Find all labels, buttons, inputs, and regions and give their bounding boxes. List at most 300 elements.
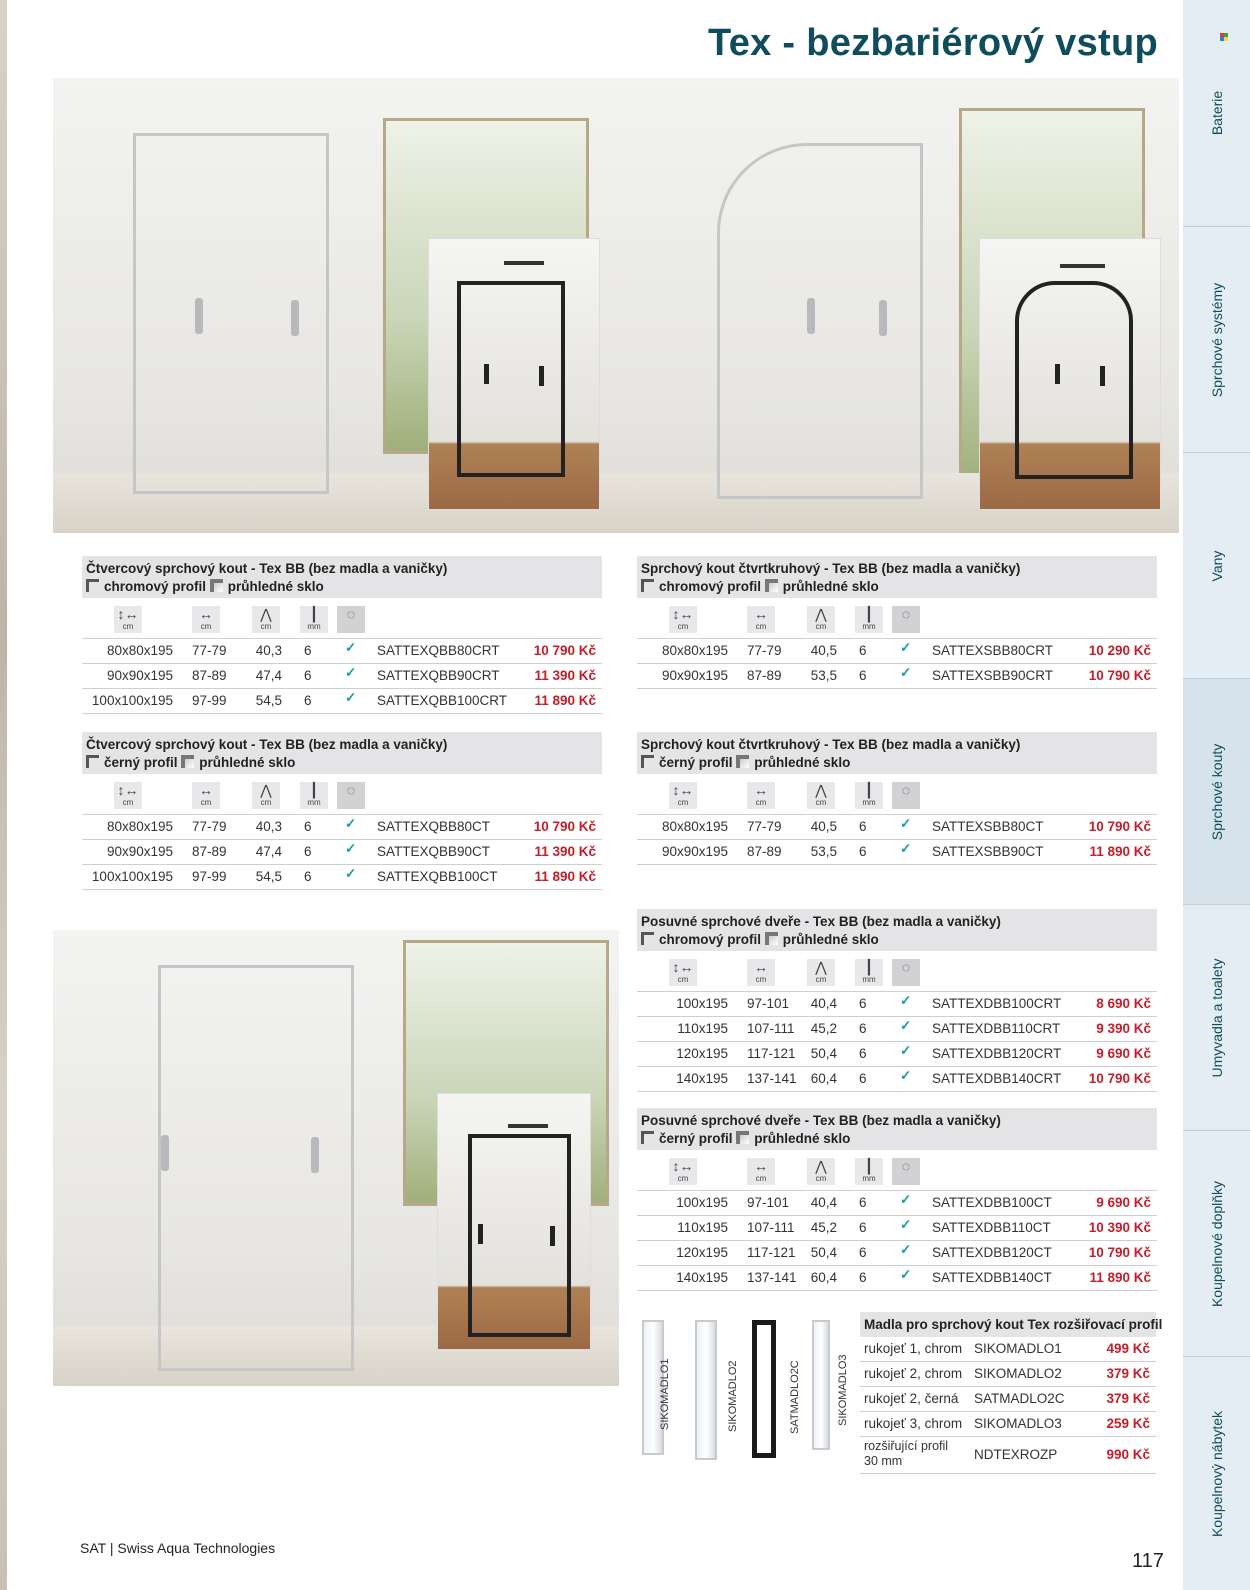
cell-glass: 6 [304,668,312,683]
icon-unit: cm [677,798,689,807]
cell-entry: 54,5 [255,869,282,884]
cell-glass: 6 [859,668,867,683]
cell-price: 11 890 Kč [1089,1270,1151,1285]
cell-adjustment: 87-89 [747,668,782,683]
cell-glass: 6 [859,819,867,834]
cell-price: 259 Kč [1106,1416,1150,1431]
cell-price: 379 Kč [1106,1366,1150,1381]
easy-clean-icon: ◌ [337,782,365,809]
icon-unit: mm [862,975,876,984]
black-handle-image [484,364,489,384]
black-handle-image [1055,364,1060,384]
table-row [637,664,1157,689]
table-row [860,1412,1156,1437]
product-photo-square [53,78,619,533]
cell-check-icon: ✓ [900,1068,912,1083]
cell-price: 11 890 Kč [534,869,596,884]
entry-icon: ⋀ cm [807,959,835,986]
cell-price: 11 890 Kč [1089,844,1151,859]
cell-adjustment: 77-79 [192,643,227,658]
cell-check-icon: ✓ [900,1018,912,1033]
cell-price: 990 Kč [1106,1447,1150,1462]
adjustment-icon: ↔ cm [192,606,220,633]
profile-swatch-icon [86,755,99,768]
icon-row [637,774,1157,815]
glass-thickness-icon: ┃ mm [300,782,328,809]
cell-price: 10 790 Kč [533,819,596,834]
sidebar-item-koupelnove-doplnky[interactable] [1183,1130,1250,1356]
cell-entry: 45,2 [810,1021,837,1036]
adjustment-icon: ↔ cm [747,606,775,633]
cell-entry: 53,5 [810,668,837,683]
icon-unit: cm [122,798,134,807]
sidebar-item-sprchove-kouty[interactable] [1183,678,1250,904]
adjustment-icon: ↔ cm [747,1158,775,1185]
cell-code: SIKOMADLO3 [974,1416,1062,1431]
icon-row [82,598,602,639]
profile-swatch-icon [641,755,654,768]
table-row [860,1387,1156,1412]
cell-dimensions: 90x90x195 [661,844,728,859]
black-frame-image [468,1134,571,1337]
cell-price: 8 690 Kč [1096,996,1151,1011]
sidebar-item-label: Koupelnové doplňky [1208,1180,1225,1307]
table-row [82,689,602,714]
product-table [637,556,1157,689]
table-row [860,1362,1156,1387]
width-icon: ↕↔ cm [669,1158,697,1185]
handle-label: SIKOMADLO2 [727,1360,739,1432]
cell-entry: 47,4 [255,844,282,859]
cell-adjustment: 97-99 [192,693,227,708]
table-row [637,815,1157,840]
cell-dimensions: 140x195 [676,1270,728,1285]
width-icon: ↕↔ cm [669,959,697,986]
brand-logo-icon [1220,33,1228,41]
icon-unit: cm [815,622,827,631]
entry-icon: ⋀ cm [252,606,280,633]
cell-code: SATTEXQBB100CT [377,869,498,884]
glass-label: průhledné sklo [782,932,879,947]
cell-code: SATTEXQBB90CRT [377,668,500,683]
width-icon: ↕↔ cm [669,606,697,633]
table-header [637,732,1157,774]
icon-unit: cm [815,798,827,807]
table-title: Posuvné sprchové dveře - Tex BB (bez madla a vaničky) [641,1113,1001,1128]
table-title: Posuvné sprchové dveře - Tex BB (bez madla a vaničky) [641,914,1001,929]
cell-code: SATTEXDBB100CRT [932,996,1062,1011]
profile-label: černý profil [104,755,178,770]
cell-price: 499 Kč [1106,1341,1150,1356]
cell-entry: 45,2 [810,1220,837,1235]
cell-entry: 40,4 [810,996,837,1011]
icon-unit: cm [677,1174,689,1183]
cell-entry: 40,3 [255,819,282,834]
icon-unit: mm [862,1174,876,1183]
profile-label: chromový profil [659,932,762,947]
icon-unit: cm [200,622,212,631]
door-handle-image [161,1135,169,1171]
black-handle-image [478,1224,483,1244]
cell-entry: 60,4 [810,1270,837,1285]
cell-adjustment: 97-99 [192,869,227,884]
cell-desc: rozšiřující profil 30 mm [864,1439,949,1468]
cell-dimensions: 90x90x195 [106,844,173,859]
adjustment-icon: ↔ cm [747,782,775,809]
cell-glass: 6 [859,1046,867,1061]
cell-check-icon: ✓ [900,816,912,831]
product-photo-quadrant [619,78,1179,533]
width-icon: ↕↔ cm [114,782,142,809]
handle-label: SIKOMADLO3 [837,1354,849,1426]
icon-unit: cm [677,975,689,984]
cell-entry: 40,3 [255,643,282,658]
sidebar-item-umyvadla[interactable] [1183,904,1250,1130]
cell-dimensions: 80x80x195 [106,643,173,658]
table-row [637,639,1157,664]
footer-brand: SAT | Swiss Aqua Technologies [80,1540,276,1556]
cell-adjustment: 97-101 [747,996,790,1011]
left-edge-strip [0,0,7,1590]
cell-check-icon: ✓ [345,866,357,881]
table-header [82,732,602,774]
icon-unit: cm [755,1174,767,1183]
black-handle-image [1100,366,1105,386]
easy-clean-icon: ◌ [337,606,365,633]
table-subtitle [641,579,1153,594]
cell-price: 9 690 Kč [1096,1046,1151,1061]
table-title: Čtvercový sprchový kout - Tex BB (bez madla a vaničky) [86,737,448,752]
table-header [637,556,1157,598]
cell-dimensions: 120x195 [676,1245,728,1260]
product-table [82,556,602,714]
cell-adjustment: 77-79 [192,819,227,834]
door-handle-image [195,298,203,334]
black-handle-image [550,1226,555,1246]
cell-entry: 40,4 [810,1195,837,1210]
cell-entry: 50,4 [810,1245,837,1260]
table-row [82,840,602,865]
profile-label: černý profil [659,755,733,770]
black-handle-image [539,366,544,386]
table-subtitle [641,755,1153,770]
cell-code: NDTEXROZP [974,1447,1058,1462]
table-row [637,1241,1157,1266]
glass-swatch-icon [210,579,223,592]
cell-code: SATTEXDBB120CT [932,1245,1052,1260]
product-table [82,732,602,890]
cell-price: 10 790 Kč [1088,1245,1151,1260]
adjustment-icon: ↔ cm [192,782,220,809]
icon-unit: mm [307,622,321,631]
cell-price: 10 290 Kč [1088,643,1151,658]
cell-entry: 47,4 [255,668,282,683]
product-photo-sliding-door [53,930,619,1386]
sidebar-item-koupelnovy-nabytek[interactable] [1183,1356,1250,1590]
cell-check-icon: ✓ [900,1217,912,1232]
cell-code: SATTEXDBB140CT [932,1270,1052,1285]
cell-price: 10 790 Kč [1088,668,1151,683]
cell-dimensions: 80x80x195 [661,819,728,834]
cell-price: 11 890 Kč [534,693,596,708]
icon-unit: mm [862,622,876,631]
cell-code: SATTEXDBB140CRT [932,1071,1062,1086]
cell-adjustment: 137-141 [747,1071,797,1086]
table-title: Sprchový kout čtvrtkruhový - Tex BB (bez madla a vaničky) [641,561,1021,576]
table-row [82,639,602,664]
table-title: Sprchový kout čtvrtkruhový - Tex BB (bez madla a vaničky) [641,737,1021,752]
cell-code: SATTEXDBB120CRT [932,1046,1062,1061]
table-row [82,865,602,890]
table-row [637,992,1157,1017]
cell-price: 10 390 Kč [1088,1220,1151,1235]
product-table [637,909,1157,1092]
cell-code: SIKOMADLO2 [974,1366,1062,1381]
cell-price: 11 390 Kč [534,668,596,683]
table-row [637,1067,1157,1092]
easy-clean-icon: ◌ [892,1158,920,1185]
cell-code: SATTEXQBB80CT [377,819,491,834]
profile-label: chromový profil [104,579,207,594]
chrome-frame-image [133,133,329,494]
cell-code: SATMADLO2C [974,1391,1065,1406]
cell-price: 11 390 Kč [534,844,596,859]
cell-dimensions: 90x90x195 [661,668,728,683]
cell-adjustment: 107-111 [747,1021,795,1036]
cell-adjustment: 87-89 [192,668,227,683]
profile-label: černý profil [659,1131,733,1146]
cell-dimensions: 140x195 [676,1071,728,1086]
cell-check-icon: ✓ [345,690,357,705]
sidebar-item-baterie[interactable] [1183,0,1250,226]
easy-clean-icon: ◌ [892,959,920,986]
cell-adjustment: 77-79 [747,819,782,834]
sidebar-item-sprchove-systemy[interactable] [1183,226,1250,452]
icon-row [637,598,1157,639]
icon-unit: cm [755,975,767,984]
table-row [637,840,1157,865]
cell-dimensions: 80x80x195 [661,643,728,658]
cell-code: SATTEXSBB80CRT [932,643,1054,658]
cell-dimensions: 120x195 [676,1046,728,1061]
sidebar-item-label: Sprchové kouty [1208,743,1225,840]
table-row [637,1266,1157,1291]
table-title: Čtvercový sprchový kout - Tex BB (bez madla a vaničky) [86,561,448,576]
cell-glass: 6 [859,643,867,658]
cell-code: SIKOMADLO1 [974,1341,1062,1356]
cell-check-icon: ✓ [900,665,912,680]
handle-label: SIKOMADLO1 [659,1358,671,1430]
product-table [637,1108,1157,1291]
adjustment-icon: ↔ cm [747,959,775,986]
door-handle-image [879,300,887,336]
cell-dimensions: 110x195 [677,1220,728,1235]
cell-dimensions: 100x100x195 [91,869,173,884]
cell-adjustment: 117-121 [747,1245,796,1260]
profile-swatch-icon [86,579,99,592]
cell-dimensions: 90x90x195 [106,668,173,683]
page-title: Tex - bezbariérový vstup [708,22,1158,64]
glass-thickness-icon: ┃ mm [855,606,883,633]
sidebar-item-label: Vany [1208,550,1225,581]
cell-adjustment: 97-101 [747,1195,790,1210]
product-table [637,732,1157,865]
cell-check-icon: ✓ [900,1043,912,1058]
cell-check-icon: ✓ [345,841,357,856]
width-icon: ↕↔ cm [669,782,697,809]
cell-glass: 6 [304,643,312,658]
cell-code: SATTEXSBB80CT [932,819,1044,834]
profile-swatch-icon [641,579,654,592]
glass-thickness-icon: ┃ mm [855,1158,883,1185]
cell-code: SATTEXSBB90CRT [932,668,1054,683]
cell-entry: 53,5 [810,844,837,859]
cell-glass: 6 [304,844,312,859]
glass-label: průhledné sklo [199,755,296,770]
cell-check-icon: ✓ [900,993,912,1008]
chrome-frame-image [158,965,354,1371]
icon-unit: cm [200,798,212,807]
table-subtitle [641,932,1153,947]
cell-adjustment: 87-89 [747,844,782,859]
icon-unit: cm [260,798,272,807]
icon-unit: cm [755,798,767,807]
entry-icon: ⋀ cm [807,782,835,809]
icon-row [637,951,1157,992]
cell-check-icon: ✓ [900,1267,912,1282]
page-number: 117 [1132,1550,1164,1572]
handle-black-image [752,1320,776,1458]
cell-dimensions: 80x80x195 [106,819,173,834]
cell-glass: 6 [859,1270,867,1285]
sidebar-item-label: Koupelnový nábytek [1208,1410,1225,1537]
icon-unit: cm [677,622,689,631]
glass-label: průhledné sklo [754,755,851,770]
cell-check-icon: ✓ [345,665,357,680]
sidebar-item-label: Baterie [1208,90,1225,136]
cell-code: SATTEXQBB80CRT [377,643,500,658]
cell-check-icon: ✓ [345,816,357,831]
handle-2-image [695,1320,717,1460]
cell-glass: 6 [304,819,312,834]
cell-code: SATTEXQBB100CRT [377,693,508,708]
cell-desc: rukojeť 1, chrom [864,1341,963,1356]
handles-table-title: Madla pro sprchový kout Tex rozšiřovací profil [860,1312,1156,1337]
entry-icon: ⋀ cm [252,782,280,809]
table-row [82,815,602,840]
cell-desc: rukojeť 2, chrom [864,1366,963,1381]
handles-table [860,1312,1163,1474]
table-subtitle [86,579,598,594]
cell-entry: 60,4 [810,1071,837,1086]
cell-dimensions: 100x100x195 [91,693,173,708]
cell-adjustment: 137-141 [747,1270,797,1285]
cell-dimensions: 100x195 [676,1195,728,1210]
cell-glass: 6 [859,1071,867,1086]
black-variant-inset [428,238,600,510]
cell-dimensions: 110x195 [677,1021,728,1036]
cell-check-icon: ✓ [900,1192,912,1207]
cell-adjustment: 87-89 [192,844,227,859]
icon-row [82,774,602,815]
cell-glass: 6 [859,1220,867,1235]
sidebar-item-label: Sprchové systémy [1208,282,1225,397]
icon-unit: cm [260,622,272,631]
cell-glass: 6 [859,1245,867,1260]
cell-entry: 40,5 [810,819,837,834]
cell-price: 10 790 Kč [533,643,596,658]
cell-desc: rukojeť 3, chrom [864,1416,963,1431]
profile-swatch-icon [641,932,654,945]
easy-clean-icon: ◌ [892,782,920,809]
profile-label: chromový profil [659,579,762,594]
entry-icon: ⋀ cm [807,1158,835,1185]
icon-unit: cm [755,622,767,631]
category-sidebar [1183,0,1250,1590]
glass-swatch-icon [765,932,778,945]
cell-entry: 40,5 [810,643,837,658]
cell-price: 9 690 Kč [1096,1195,1151,1210]
sidebar-item-label: Umyvadla a toalety [1208,957,1225,1078]
icon-row [637,1150,1157,1191]
cell-price: 379 Kč [1106,1391,1150,1406]
cell-adjustment: 77-79 [747,643,782,658]
icon-unit: cm [122,622,134,631]
glass-label: průhledné sklo [227,579,324,594]
cell-code: SATTEXDBB110CT [932,1220,1051,1235]
cell-entry: 54,5 [255,693,282,708]
black-frame-image [457,281,565,477]
door-handle-image [807,298,815,334]
cell-code: SATTEXDBB110CRT [932,1021,1061,1036]
icon-unit: mm [862,798,876,807]
chrome-frame-image [717,143,923,499]
glass-thickness-icon: ┃ mm [855,959,883,986]
handle-3-image [812,1320,830,1450]
sidebar-item-vany[interactable] [1183,452,1250,678]
cell-entry: 50,4 [810,1046,837,1061]
cell-glass: 6 [859,996,867,1011]
cell-glass: 6 [859,1021,867,1036]
glass-label: průhledné sklo [782,579,879,594]
cell-check-icon: ✓ [900,841,912,856]
handles-images [637,1320,857,1470]
cell-code: SATTEXDBB100CT [932,1195,1052,1210]
cell-check-icon: ✓ [345,640,357,655]
cell-glass: 6 [859,1195,867,1210]
shower-head-image [504,261,544,265]
cell-check-icon: ✓ [900,1242,912,1257]
cell-price: 10 790 Kč [1088,819,1151,834]
glass-swatch-icon [736,755,749,768]
table-row [860,1437,1156,1474]
width-icon: ↕↔ cm [114,606,142,633]
table-header [82,556,602,598]
glass-label: průhledné sklo [754,1131,851,1146]
cell-check-icon: ✓ [900,640,912,655]
table-subtitle [641,1131,1153,1146]
shower-head-image [508,1124,548,1128]
table-row [637,1191,1157,1216]
glass-swatch-icon [765,579,778,592]
cell-glass: 6 [304,869,312,884]
icon-unit: mm [307,798,321,807]
shower-head-image [1060,264,1105,268]
table-row [637,1042,1157,1067]
table-row [637,1216,1157,1241]
glass-thickness-icon: ┃ mm [300,606,328,633]
black-variant-inset [979,238,1161,510]
